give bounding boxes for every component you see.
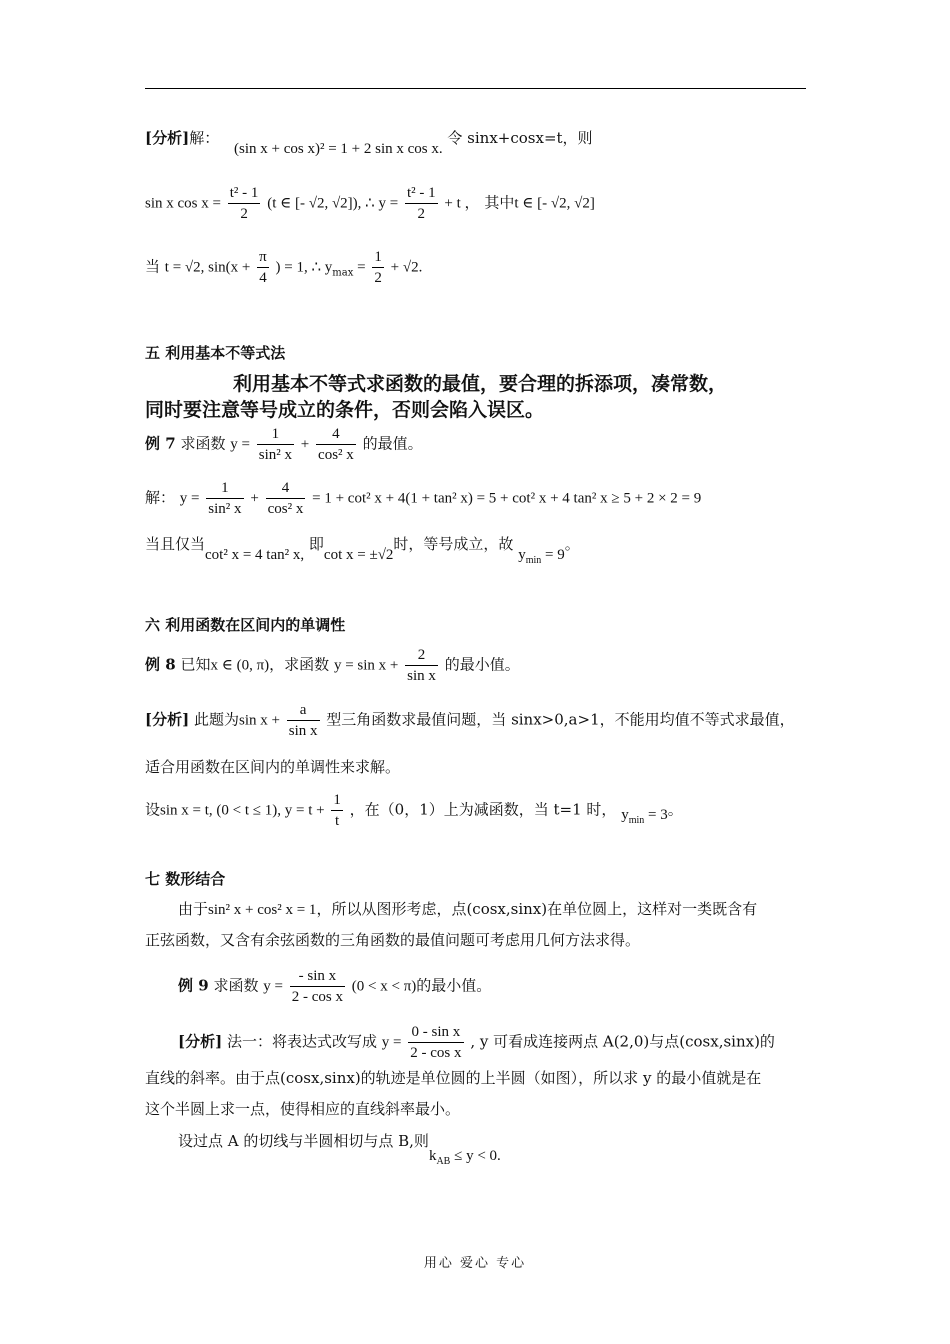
range-expr: t ∈ [- √2, √2] <box>514 195 595 212</box>
example-8-label: 例 8 <box>145 655 176 674</box>
when-text: 当 <box>145 257 161 276</box>
analysis-8-label: [分析] <box>145 710 190 729</box>
analysis-8-text-1: 此题为 <box>193 710 239 729</box>
analysis-9 <box>178 1022 775 1063</box>
plus-t: + t ， <box>444 195 480 212</box>
section-5-title: 五 利用基本不等式法 <box>145 344 286 362</box>
example-8-domain: x ∈ (0, π) <box>210 657 270 674</box>
solution-7-prefix: 解： <box>145 488 176 507</box>
max-expr-1: t = √2, sin(x + <box>164 259 251 276</box>
eq-text-3: 时，等号成立，故 <box>393 535 514 553</box>
solution-7-frac-2: $\frac{4}{\text{cos² x}}$ <box>267 480 304 517</box>
max-subscript: max <box>332 267 354 279</box>
example-9-text-2: 的最小值。 <box>416 976 492 995</box>
example-7-y: y = <box>230 436 250 453</box>
one-half: $\frac{1}{2}$ <box>374 249 382 286</box>
max-expr-4: + √2. <box>390 259 423 276</box>
example-8-text-1: 已知 <box>180 655 211 674</box>
example-7 <box>145 424 423 465</box>
analysis-9-line-2: 直线的斜率。由于点(cosx,sinx)的轨迹是单位圆的上半圆（如图），所以求 y 的最小值就是在 <box>145 1069 762 1087</box>
analysis-9-label: [分析] <box>178 1032 223 1051</box>
ymin-sub: min <box>525 555 542 566</box>
slope-ineq: ≤ y < 0. <box>450 1148 501 1164</box>
example-7-frac-2: $\frac{4}{\text{cos² x}}$ <box>318 426 354 463</box>
set-8-text-1: 设 <box>145 800 161 819</box>
example-8-func: y = sin x + <box>333 657 399 674</box>
analysis-9-text-2: , y 可看成连接两点 A(2,0)与点(cosx,sinx)的 <box>470 1032 775 1051</box>
ymin-sub-8: min <box>628 814 645 826</box>
section-6-title: 六 利用函数在区间内的单调性 <box>145 616 346 634</box>
set-8-text-3: 。 <box>667 800 683 819</box>
eq-text-4: 。 <box>564 535 580 553</box>
section-7-para-2: 正弦函数，又含有余弦函数的三角函数的最值问题可考虑用几何方法求得。 <box>145 931 641 949</box>
analysis-line-1 <box>145 127 593 157</box>
set-8-text-2: ，在（0，1）上为减函数，当 t=1 时， <box>349 800 617 819</box>
pi-over-4: $\frac{\pi}{4}$ <box>259 249 267 286</box>
example-8-frac: $\frac{2}{\text{sin x}}$ <box>407 647 436 684</box>
set-8-math: sin x = t, (0 < t ≤ 1), y = t + <box>160 802 325 819</box>
condition-expr: (t ∈ [- √2, √2]), ∴ y = <box>267 195 399 212</box>
example-7-frac-1: $\frac{1}{\text{sin² x}}$ <box>258 426 293 463</box>
section-7-text-a: 由于 <box>178 900 209 918</box>
substitution-line <box>145 183 595 224</box>
section-7-title: 七 数形结合 <box>145 870 226 888</box>
lhs-expr: sin x cos x = <box>145 195 221 212</box>
ymin-value: = 9 <box>541 547 565 563</box>
example-9-frac: $\frac{\text{- sin x}}{\text{2 - cos x}}$ <box>291 968 343 1005</box>
analysis-9-line-3: 这个半圆上求一点，使得相应的直线斜率最小。 <box>145 1100 461 1118</box>
section-7-identity: sin² x + cos² x = 1 <box>208 902 317 918</box>
solution-7 <box>145 478 701 519</box>
example-7-text: 求函数 <box>180 434 226 453</box>
analysis-8-text-2: 型三角函数求最值问题，当 sinx>0,a>1，不能用均值不等式求最值， <box>326 710 795 729</box>
page-footer: 用心 爱心 专心 <box>423 1256 527 1271</box>
example-8 <box>145 645 520 686</box>
example-9 <box>178 966 491 1007</box>
solution-7-frac-1: $\frac{1}{\text{sin² x}}$ <box>208 480 242 517</box>
solution-7-plus: + <box>250 490 259 507</box>
eq-text-1: 当且仅当 <box>145 535 206 553</box>
max-line <box>145 247 422 288</box>
identity-equation: (sin x + cos x)² = 1 + 2 sin x cos x. <box>234 141 443 157</box>
analysis-9-y: y = <box>381 1034 402 1051</box>
solution-7-y: y = <box>179 490 200 507</box>
analysis-prefix: 解： <box>189 129 220 147</box>
analysis-8-line-2: 适合用函数在区间内的单调性来求解。 <box>145 758 401 776</box>
eq-math-1: cot² x = 4 tan² x, <box>205 547 305 563</box>
analysis-8 <box>145 700 795 741</box>
equality-condition <box>145 533 580 566</box>
where-text: 其中 <box>484 193 515 212</box>
solution-7-rest: = 1 + cot² x + 4(1 + tan² x) = 5 + cot² x + 4 tan² x ≥ 5 + 2 × 2 = 9 <box>312 490 702 507</box>
example-8-text-2: ，求函数 <box>269 655 330 674</box>
analysis-8-frac: $\frac{a}{\text{sin x}}$ <box>288 702 318 739</box>
analysis-9-text-1: 法一：将表达式改写成 <box>226 1032 377 1051</box>
example-7-label: 例 7 <box>145 434 176 453</box>
slope-k: k <box>428 1148 437 1164</box>
header-rule <box>145 88 806 89</box>
analysis-8-math: sin x + <box>239 712 280 729</box>
example-9-label: 例 9 <box>178 976 209 995</box>
section-7-para-1 <box>178 898 757 921</box>
fraction-2: $\frac{\text{t² - 1}}{2}$ <box>406 185 436 222</box>
ymin-value-8: = 3 <box>644 806 668 823</box>
example-9-text-1: 求函数 <box>213 976 259 995</box>
section-5-body-2: 同时要注意等号成立的条件，否则会陷入误区。 <box>145 399 545 421</box>
example-8-text-3: 的最小值。 <box>444 655 520 674</box>
analysis-9-line-4 <box>178 1130 501 1167</box>
section-7-text-b: ，所以从图形考虑，点(cosx,sinx)在单位圆上，这样对一类既含有 <box>316 900 758 918</box>
max-expr-2: ) = 1, ∴ y <box>275 259 333 276</box>
eq-text-2: 即 <box>308 535 324 553</box>
ymin-y: y <box>518 547 526 563</box>
analysis-label: [分析] <box>145 129 190 147</box>
set-8 <box>145 790 683 831</box>
example-7-tail: 的最值。 <box>362 434 423 453</box>
example-9-y: y = <box>263 978 283 995</box>
fraction-1: $\frac{\text{t² - 1}}{2}$ <box>229 185 259 222</box>
max-eq: = <box>353 259 366 276</box>
analysis-9-frac: $\frac{\text{0 - sin x}}{\text{2 - cos x}}$ <box>410 1024 462 1061</box>
set-8-frac: $\frac{1}{t}$ <box>333 792 341 829</box>
ymin-y-8: y <box>621 806 629 823</box>
example-9-domain: (0 < x < π) <box>351 978 417 995</box>
section-5-body-1: 利用基本不等式求函数的最值，要合理的拆添项，凑常数， <box>233 373 728 395</box>
slope-sub: AB <box>436 1156 451 1167</box>
analysis-tail: 令 sinx+cosx=t，则 <box>447 129 593 147</box>
analysis-9-text-5: 设过点 A 的切线与半圆相切与点 B,则 <box>178 1132 429 1150</box>
example-7-plus: + <box>300 436 310 453</box>
eq-math-2: cot x = ±√2 <box>323 547 394 563</box>
